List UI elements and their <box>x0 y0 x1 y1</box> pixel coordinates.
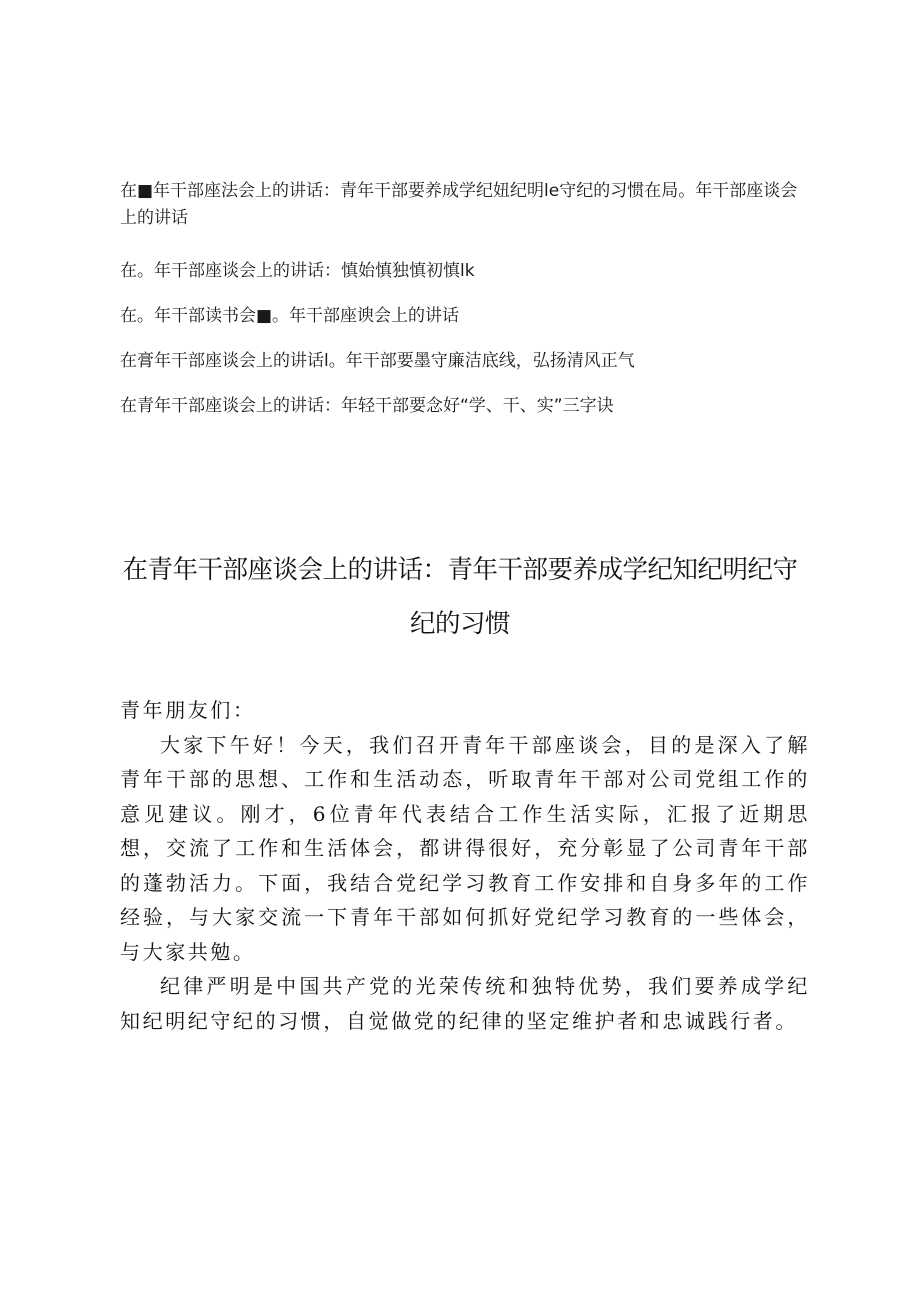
toc-item[interactable]: 在。年干部座谈会上的讲话：慎始慎独慎初慎lk <box>120 261 475 281</box>
toc-item[interactable]: 在青年干部座谈会上的讲话：年轻干部要念好“学、干、实”三字诀 <box>120 396 614 416</box>
toc-item[interactable]: 在。年干部读书会■。年干部座谀会上的讲话 <box>120 306 460 326</box>
body-paragraph: 大家下午好！今天，我们召开青年干部座谈会，目的是深入了解青年干部的思想、工作和生活动态，听取青年干部对公司党组工作的意见建议。刚才，6位青年代表结合工作生活实际，汇报了近期思想，交流了工作和生活体会，都讲得很好，充分彰显了公司青年干部的蓬勃活力。下面，我结合党纪学习教育工作安排和自身多年的工作经验，与大家交流一下青年干部如何抓好党纪学习教育的一些体会，与大家共勉。 <box>120 732 810 964</box>
article-body <box>120 693 810 1038</box>
salutation: 青年朋友们： <box>120 698 256 722</box>
table-of-contents <box>120 178 810 438</box>
article-title: 在青年干部座谈会上的讲话：青年干部要养成学纪知纪明纪守纪的习惯 <box>122 555 798 639</box>
toc-item[interactable]: 在■年干部座法会上的讲话：青年干部要养成学纪妞纪明le守纪的习惯在局。年干部座谈会上的讲话 <box>120 181 798 228</box>
toc-item[interactable]: 在膏年干部座谈会上的讲话l。年干部要墨守廉洁底线，弘扬清风正气 <box>120 351 635 371</box>
body-paragraph: 纪律严明是中国共产党的光荣传统和独特优势，我们要养成学纪知纪明纪守纪的习惯，自觉做党的纪律的坚定维护者和忠诚践行者。 <box>120 974 810 1033</box>
